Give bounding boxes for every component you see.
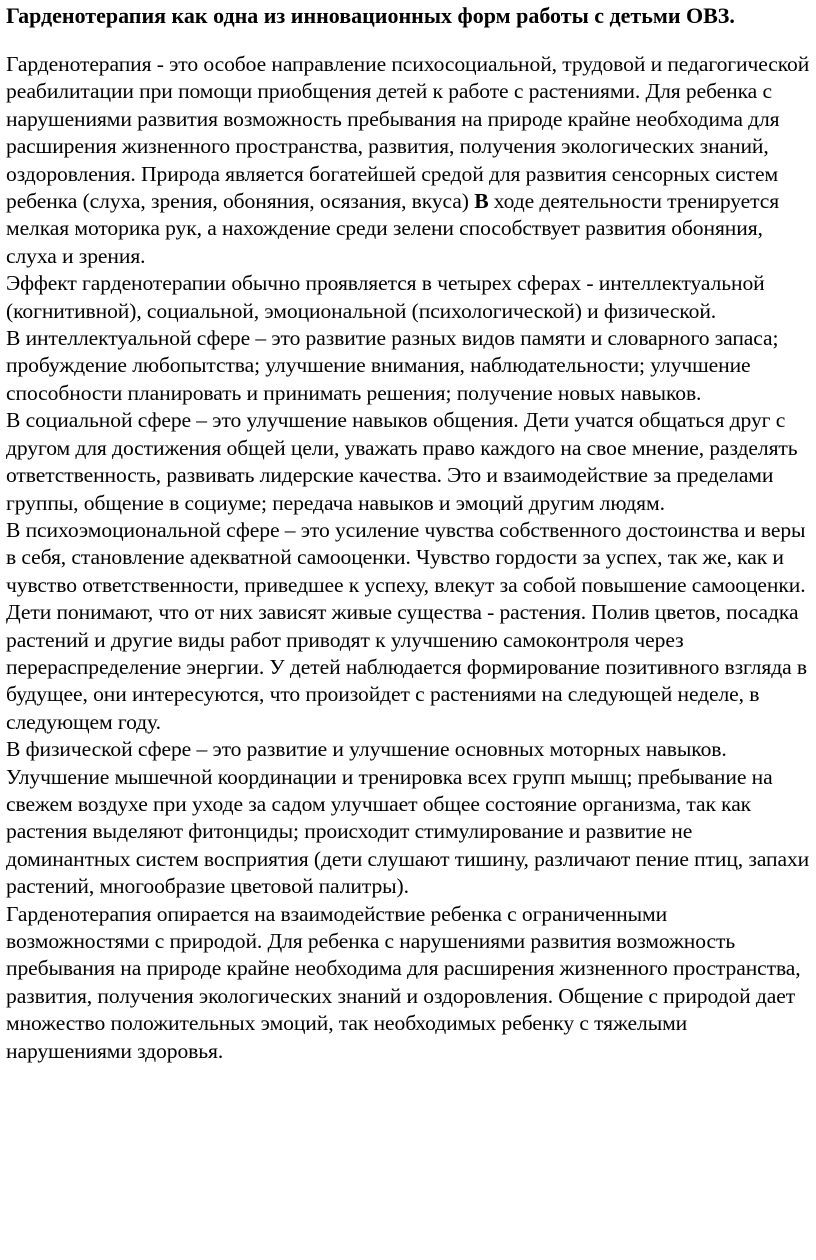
paragraph-conclusion: Гарденотерапия опирается на взаимодействие ребенка с ограниченными возможностями с природой. Для ребенка с нарушениями развития возможность пребывания на природе крайне необходима для расширения жизненного пространства, развития, получения экологических знаний и оздоровления. Общение с природой дает множество положительных эмоций, так необходимых ребенку с тяжелыми нарушениями здоровья. [6, 901, 801, 1063]
paragraph-psychoemotional: В психоэмоциональной сфере – это усиление чувства собственного достоинства и веры в себя, становление адекватной самооценки. Чувство гордости за успех, так же, как и чувство ответственности, приведшее к успеху, влекут за собой повышение самооценки. Дети понимают, что от них зависят живые существа - растения. Полив цветов, посадка растений и другие виды работ приводят к улучшению самоконтроля через перераспределение энергии. У детей наблюдается формирование позитивного взгляда в будущее, они интересуются, что произойдет с растениями на следующей неделе, в следующем году. [6, 517, 807, 734]
paragraph-intellectual: В интеллектуальной сфере – это развитие разных видов памяти и словарного запаса; пробуждение любопытства; улучшение внимания, наблюдательности; улучшение способности планировать и принимать решения; получение новых навыков. [6, 326, 779, 405]
paragraph-social: В социальной сфере – это улучшение навыков общения. Дети учатся общаться друг с другом для достижения общей цели, уважать право каждого на свое мнение, разделять ответственность, развивать лидерские качества. Это и взаимодействие за пределами группы, общение в социуме; передача навыков и эмоций другим людям. [6, 408, 798, 515]
paragraph-intro-text-end: ходе деятельности тренируется мелкая моторика рук, а нахождение среди зелени способствует развития обоняния, слуха и зрения. [6, 189, 780, 268]
paragraph-intro [6, 51, 814, 270]
document-page [6, 2, 814, 1065]
document-title: Гарденотерапия как одна из инновационных форм работы с детьми ОВЗ. [6, 3, 735, 28]
paragraph-intro-bold-letter: В [474, 189, 489, 214]
paragraph-physical: В физической сфере – это развитие и улучшение основных моторных навыков. Улучшение мышечной координации и тренировка всех групп мышц; пребывание на свежем воздухе при уходе за садом улучшает общее состояние организма, так как растения выделяют фитонциды; происходит стимулирование и развитие не доминантных систем восприятия (дети слушают тишину, различают пение птиц, запахи растений, многообразие цветовой палитры). [6, 737, 810, 899]
paragraph-spheres: Эффект гарденотерапии обычно проявляется в четырех сферах - интеллектуальной (когнитивной), социальной, эмоциональной (психологической) и физической. [6, 271, 765, 323]
paragraph-intro-text: Гарденотерапия - это особое направление психосоциальной, трудовой и педагогической реабилитации при помощи приобщения детей к работе с растениями. Для ребенка с нарушениями развития возможность пребывания на природе крайне необходима для расширения жизненного пространства, развития, получения экологических знаний, оздоровления. Природа является богатейшей средой для развития сенсорных систем ребенка (слуха, зрения, обоняния, осязания, вкуса) [6, 52, 810, 214]
